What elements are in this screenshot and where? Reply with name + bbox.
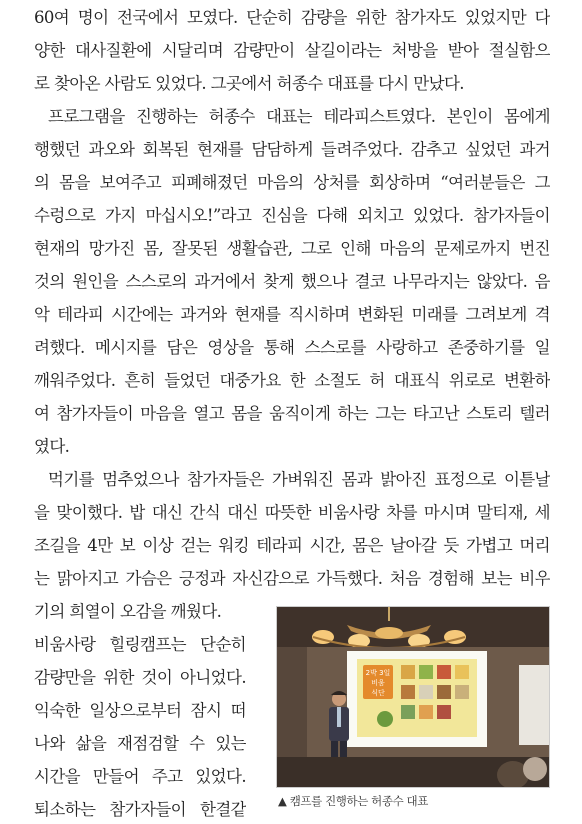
article-line: 수렁으로 가지 마십시오!”라고 진심을 다해 외치고 있었다. 참가자들이 [34,206,550,225]
article-line: 로 찾아온 사람도 있었다. 그곳에서 허종수 대표를 다시 만났다. [34,74,464,93]
photo-caption: ▲ 캠프를 진행하는 허종수 대표 [278,794,428,808]
article-line: 프로그램을 진행하는 허종수 대표는 테라피스트였다. 본인이 몸에게 [48,107,550,126]
article-line: 익숙한 일상으로부터 잠시 떠 [34,701,246,720]
article-line: 려했다. 메시지를 담은 영상을 통해 스스로를 사랑하고 존중하기를 일 [34,338,550,357]
article-line: 양한 대사질환에 시달리며 감량만이 살길이라는 처방을 받아 절실함으 [34,41,550,60]
audience-head [523,757,547,781]
article-line: 퇴소하는 참가자들이 한결같 [34,800,246,819]
camp-photo [276,606,550,788]
article-line: 조길을 4만 보 이상 걷는 워킹 테라피 시간, 몸은 날아갈 듯 가볍고 머리 [34,536,550,555]
article-line: 먹기를 멈추었으나 참가자들은 가벼워진 몸과 밝아진 표정으로 이튿날 [48,470,550,489]
wall-board [519,665,549,745]
slide-text: 식단 [371,689,385,697]
article-line: 는 맑아지고 가슴은 긍정과 자신감으로 가득했다. 처음 경험해 보는 비우 [34,569,550,588]
article-line: 였다. [34,437,70,456]
article-line: 의 몸을 보여주고 피폐해졌던 마음의 상처를 회상하며 “여러분들은 그 [34,173,550,192]
article-line: 여 참가자들이 마음을 열고 몸을 움직이게 하는 그는 타고난 스토리 텔러 [34,404,550,423]
article-line: 60여 명이 전국에서 모였다. 단순히 감량을 위한 참가자도 있었지만 다 [34,8,550,27]
article-line: 을 맞이했다. 밥 대신 간식 대신 따뜻한 비움사랑 차를 마시며 말티재, 세 [34,503,550,522]
article-line: 악 테라피 시간에는 과거와 현재를 직시하며 변화된 미래를 그려보게 격 [34,305,550,324]
article-line: 것의 원인을 스스로의 과거에서 찾게 했으나 결코 나무라지는 않았다. 음 [34,272,550,291]
camp-photo-illustration [277,607,549,787]
article-line: 현재의 망가진 몸, 잘못된 생활습관, 그로 인해 마음의 문제로까지 번진 [34,239,550,258]
slide-text: 비움 [371,679,385,687]
slide-text: 2박 3일 [365,669,391,677]
article-line: 감량만을 위한 것이 아니었다. [34,668,246,687]
article-line: 기의 희열이 오감을 깨웠다. [34,602,222,621]
article-line: 깨워주었다. 흔히 들었던 대중가요 한 소절도 허 대표식 위로로 변환하 [34,371,550,390]
article-line: 시간을 만들어 주고 있었다. [34,767,246,786]
article-line: 나와 삶을 재점검할 수 있는 [34,734,246,753]
article-line: 행했던 과오와 회복된 현재를 담담하게 들려주었다. 감추고 싶었던 과거 [34,140,550,159]
article-line: 비움사랑 힐링캠프는 단순히 [34,635,246,654]
